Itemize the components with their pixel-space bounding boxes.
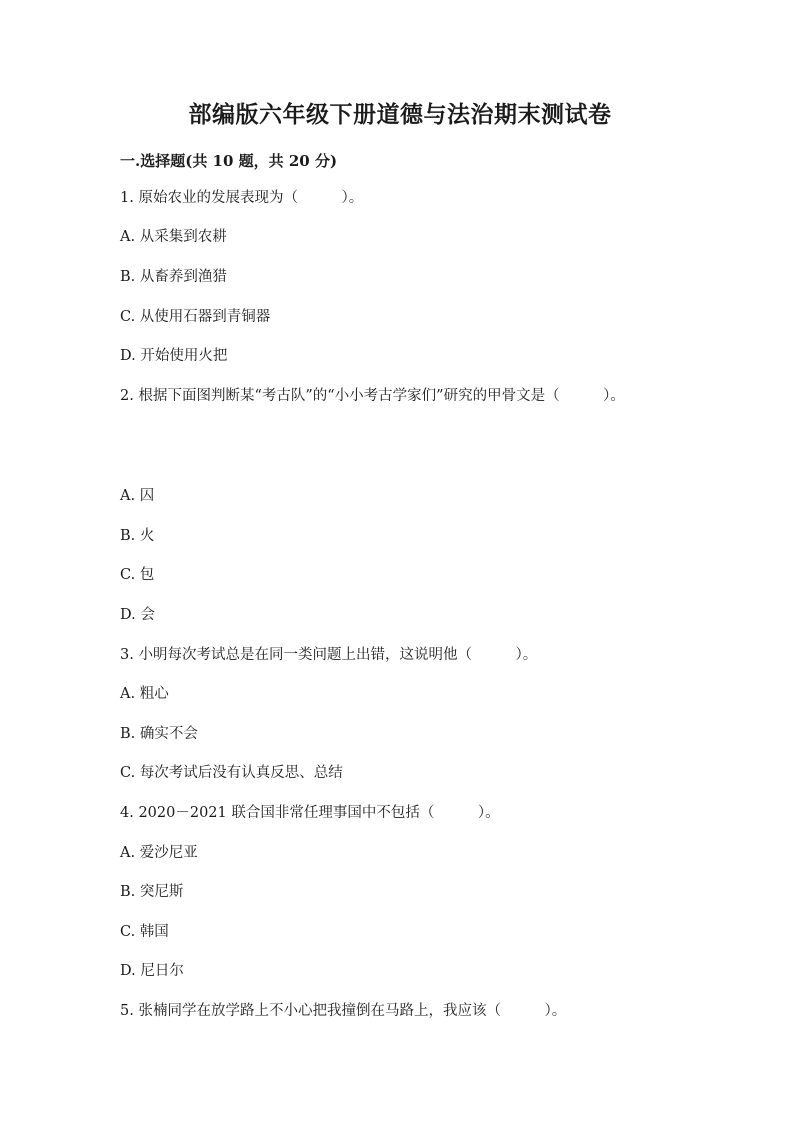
question-4-stem: 4. 2020－2021 联合国非常任理事国中不包括（ ）。 bbox=[120, 805, 500, 821]
question-1-option-c: C. 从使用石器到青铜器 bbox=[120, 309, 271, 325]
document-title: 部编版六年级下册道德与法治期末测试卷 bbox=[188, 101, 612, 128]
question-1-option-d: D. 开始使用火把 bbox=[120, 348, 228, 364]
question-4-option-c: C. 韩国 bbox=[120, 924, 169, 940]
question-3-stem: 3. 小明每次考试总是在同一类问题上出错，这说明他（ ）。 bbox=[120, 647, 538, 663]
question-3-option-c: C. 每次考试后没有认真反思、总结 bbox=[120, 765, 343, 781]
question-5-stem: 5. 张楠同学在放学路上不小心把我撞倒在马路上，我应该（ ）。 bbox=[120, 1003, 567, 1019]
question-2-stem: 2. 根据下面图判断某“考古队”的“小小考古学家们”研究的甲骨文是（ ）。 bbox=[120, 388, 625, 404]
question-3-option-b: B. 确实不会 bbox=[120, 726, 198, 742]
question-4-option-d: D. 尼日尔 bbox=[120, 963, 184, 979]
question-2-option-a: A. 囚 bbox=[120, 488, 155, 504]
question-2-option-c: C. 包 bbox=[120, 567, 155, 583]
question-1-option-b: B. 从畜养到渔猎 bbox=[120, 269, 227, 285]
section-heading: 一.选择题(共 10 题，共 20 分) bbox=[120, 152, 338, 170]
question-1-stem: 1. 原始农业的发展表现为（ ）。 bbox=[120, 190, 364, 206]
question-1-option-a: A. 从采集到农耕 bbox=[120, 229, 227, 245]
question-2-option-b: B. 火 bbox=[120, 528, 155, 544]
question-3-option-a: A. 粗心 bbox=[120, 686, 169, 702]
question-4-option-b: B. 突尼斯 bbox=[120, 884, 184, 900]
question-4-option-a: A. 爱沙尼亚 bbox=[120, 845, 198, 861]
question-2-option-d: D. 会 bbox=[120, 607, 155, 623]
